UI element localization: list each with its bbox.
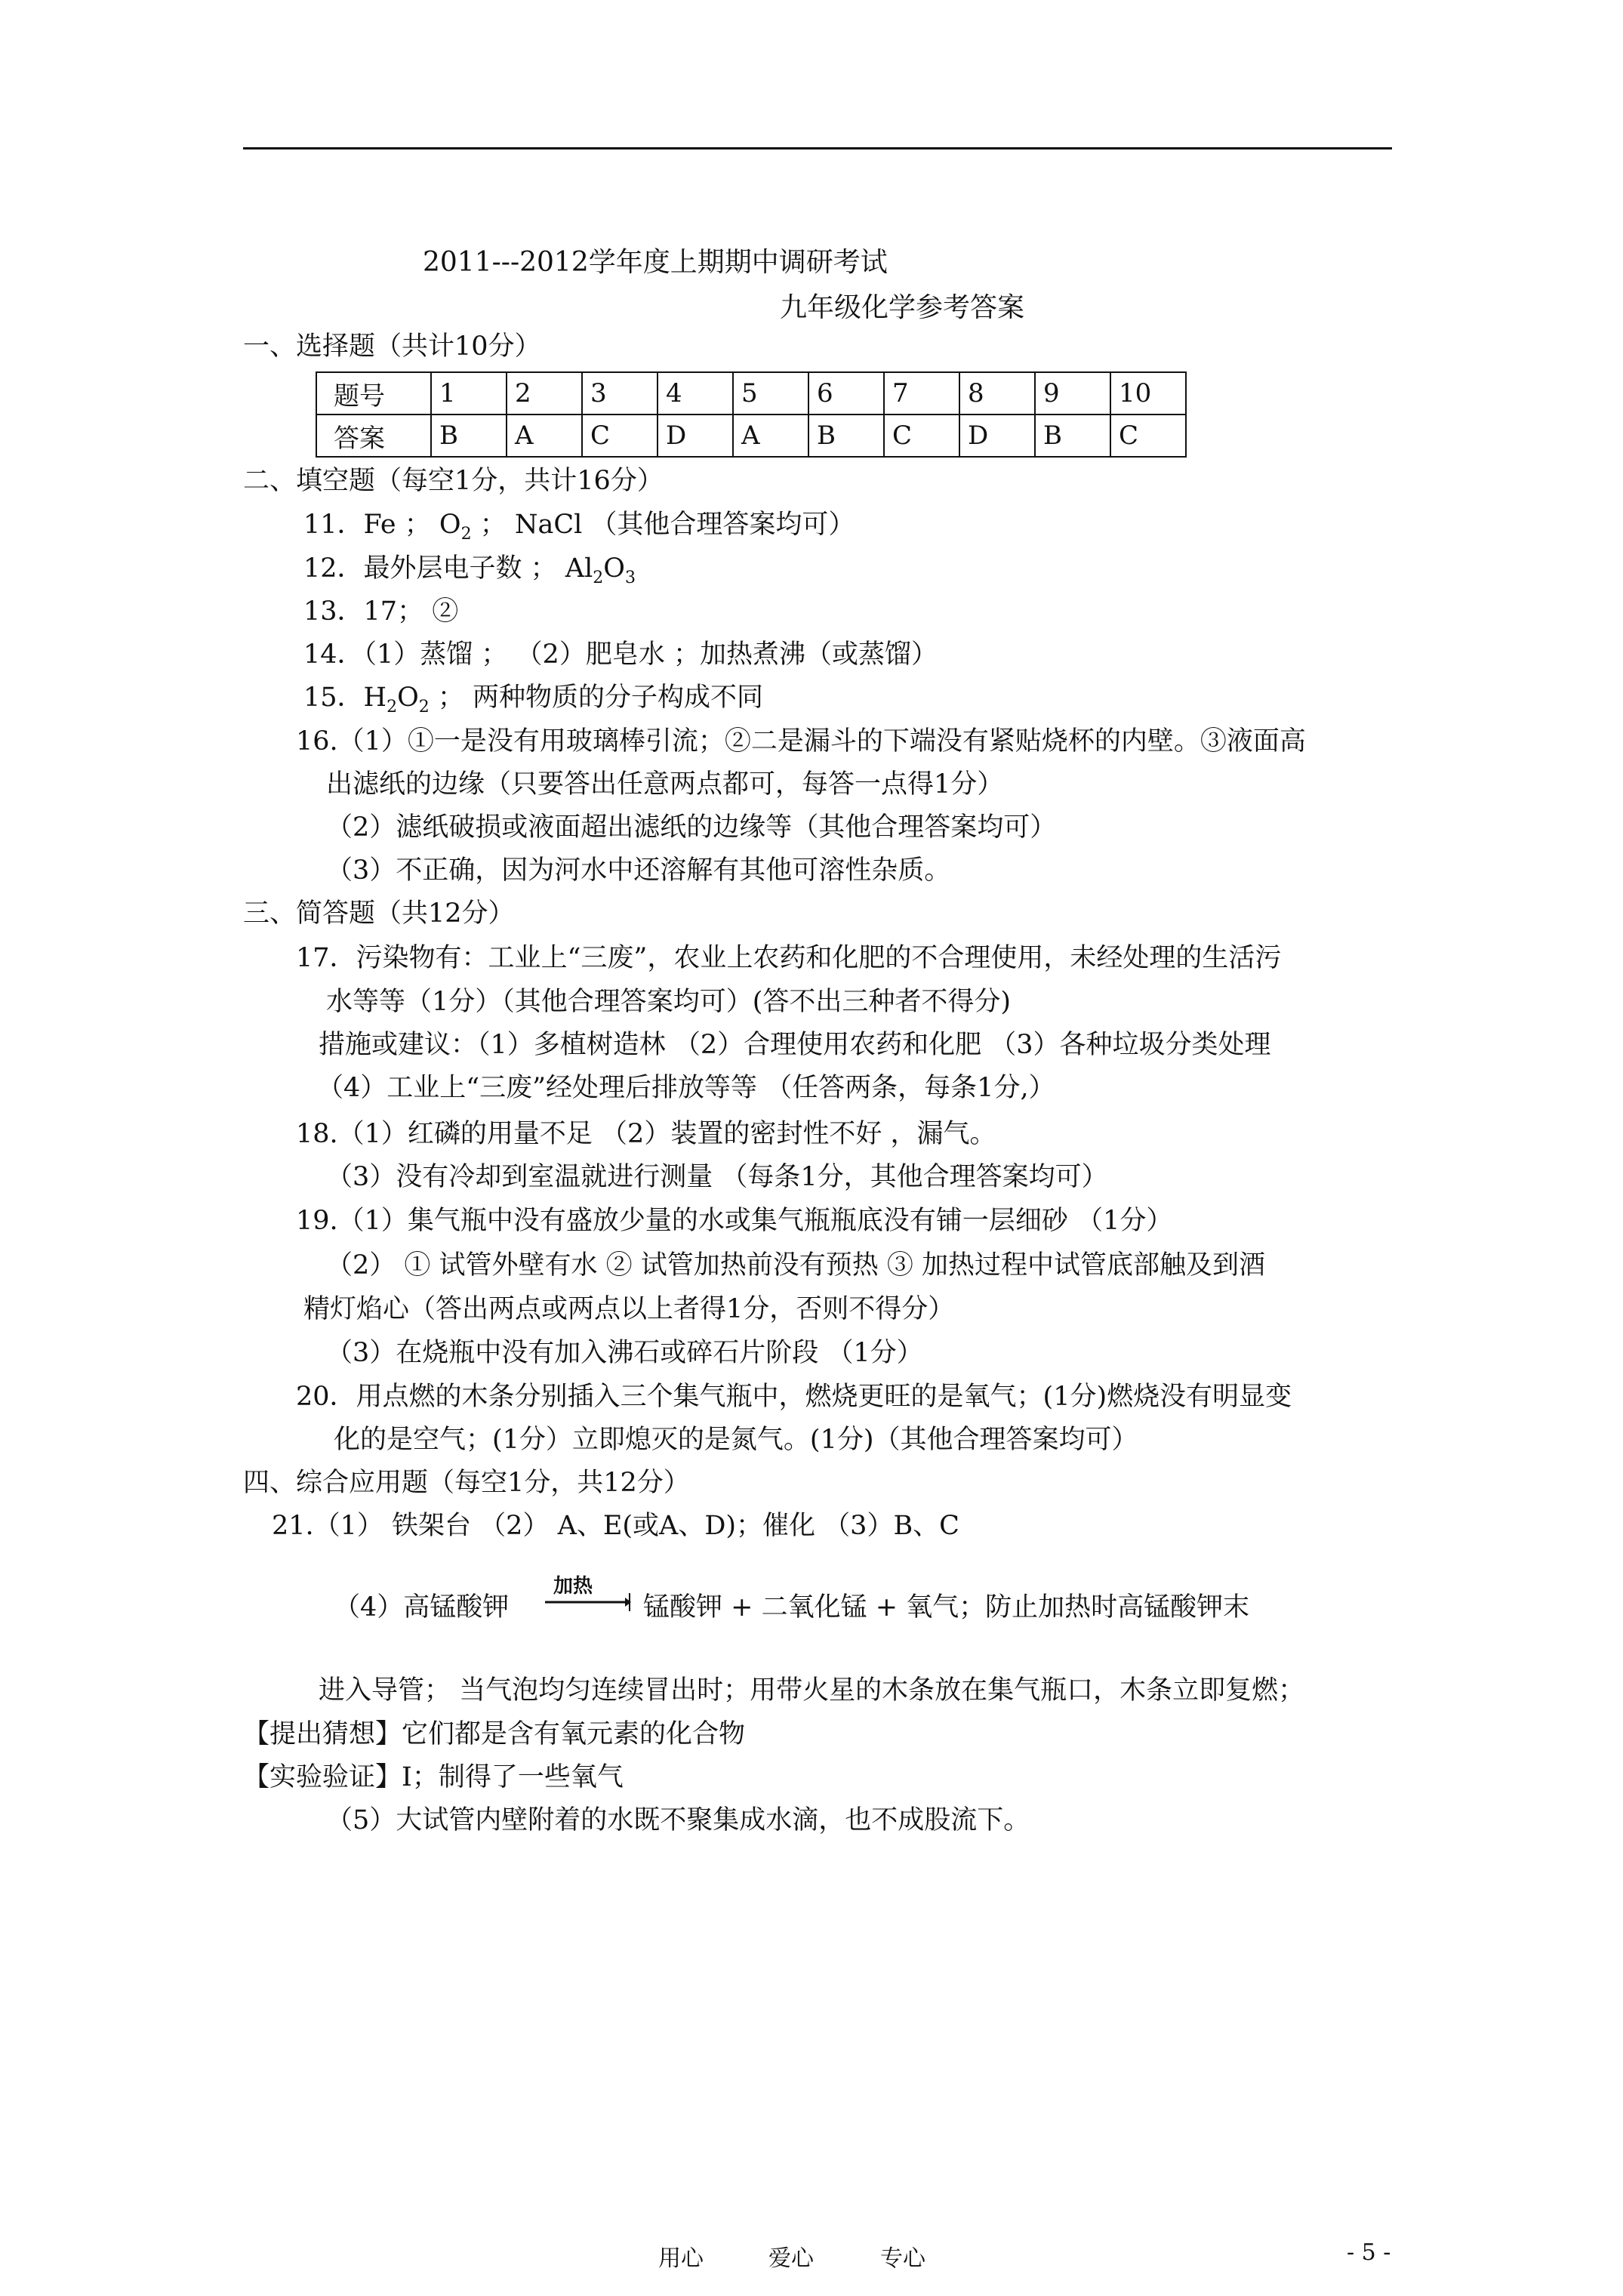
table-cell: 1 [431,372,507,415]
table-cell: B [1035,415,1110,457]
table-cell: C [1110,415,1186,457]
table-cell: 9 [1035,372,1110,415]
header-rule [243,147,1392,149]
answer-q18-line2: （3）没有冷却到室温就进行测量 （每条1分，其他合理答案均可） [326,1162,1108,1192]
q11-text-b: ； NaCl （其他合理答案均可） [471,510,855,540]
table-row-numbers [316,372,1186,415]
q15-text-mid: O [397,683,419,713]
answer-q19-line1: 19.（1）集气瓶中没有盛放少量的水或集气瓶瓶底没有铺一层细砂 （1分） [296,1206,1173,1236]
q12-text-mid: O [603,553,625,584]
answer-q11 [303,512,855,543]
section3-heading: 三、简答题（共12分） [243,898,515,929]
reaction-condition-label: 加热 [553,1575,593,1598]
answer-q21-line6: （5）大试管内壁附着的水既不聚集成水滴，也不成股流下。 [326,1805,1030,1835]
footer-slogan-2: 爱心 [768,2245,814,2272]
answer-q21-hypothesis: 【提出猜想】它们都是含有氧元素的化合物 [243,1719,746,1749]
q11-subscript: 2 [460,525,472,544]
table-cell: 5 [733,372,808,415]
page-number: - 5 - [1347,2239,1391,2266]
q15-subscript-2: 2 [418,698,430,717]
answer-q16-line3: （2）滤纸破损或液面超出滤纸的边缘等（其他合理答案均可） [326,812,1057,843]
answer-q21-line1: 21.（1） 铁架台 （2） A、E(或A、D)；催化 （3）B、C [272,1511,959,1541]
answer-key-title: 九年级化学参考答案 [780,292,1025,323]
table-cell: 10 [1110,372,1186,415]
answer-q16-line1: 16.（1）①一是没有用玻璃棒引流；②二是漏斗的下端没有紧贴烧杯的内壁。③液面高 [296,726,1306,757]
table-cell: 8 [959,372,1035,415]
q12-text-a: 12．最外层电子数 ； Al [303,553,593,584]
table-cell: 7 [884,372,959,415]
q15-subscript-1: 2 [387,698,398,717]
q15-text-a: 15．H [303,683,387,713]
answer-q17-line2: 水等等（1分）（其他合理答案均可）(答不出三种者不得分) [326,987,1012,1017]
row-label-answer: 答案 [316,415,431,457]
q12-subscript-1: 2 [593,569,604,587]
section2-heading: 二、填空题（每空1分，共计16分） [243,466,664,496]
table-cell: 4 [658,372,733,415]
table-cell: 3 [582,372,658,415]
reaction-arrow-icon [544,1573,631,1611]
footer-slogan-3: 专心 [880,2245,925,2272]
answer-q12 [303,553,636,587]
answer-q21-line3: 进入导管； 当气泡均匀连续冒出时；用带火星的木条放在集气瓶口，木条立即复燃； [319,1675,1305,1706]
answer-q20-line1: 20．用点燃的木条分别插入三个集气瓶中，燃烧更旺的是氧气；(1分)燃烧没有明显变 [296,1382,1292,1412]
table-cell: D [959,415,1035,457]
answer-q17-line3: 措施或建议：（1）多植树造林 （2）合理使用农药和化肥 （3）各种垃圾分类处理 [319,1030,1271,1060]
table-cell: C [582,415,658,457]
section4-heading: 四、综合应用题（每空1分，共12分） [243,1468,690,1498]
answer-q19-line3: 精灯焰心（答出两点或两点以上者得1分，否则不得分） [303,1294,955,1324]
exam-title: 2011---2012学年度上期期中调研考试 [423,247,888,278]
answer-q21-verification: 【实验验证】Ⅰ；制得了一些氧气 [243,1762,624,1792]
table-cell: 6 [808,372,884,415]
answer-q15 [303,685,763,716]
footer-slogan-1: 用心 [658,2245,704,2272]
answer-q21-products: 锰酸钾 + 二氧化锰 + 氧气；防止加热时高锰酸钾末 [643,1592,1250,1623]
table-cell: B [431,415,507,457]
answer-q19-line2: （2） ① 试管外壁有水 ② 试管加热前没有预热 ③ 加热过程中试管底部触及到酒 [326,1250,1266,1281]
answer-q16-line2: 出滤纸的边缘（只要答出任意两点都可，每答一点得1分） [326,769,1004,800]
table-cell: B [808,415,884,457]
answer-q21-reactant: （4）高锰酸钾 [334,1592,510,1623]
answer-q13: 13．17； ② [303,596,459,627]
table-cell: A [733,415,808,457]
row-label-number: 题号 [316,372,431,415]
answer-q19-line4: （3）在烧瓶中没有加入沸石或碎石片阶段 （1分） [326,1338,923,1368]
answer-q18-line1: 18.（1）红磷的用量不足 （2）装置的密封性不好 ，漏气。 [296,1119,996,1149]
answer-q17-line4: （4）工业上“三废”经处理后排放等等 （任答两条，每条1分,） [317,1073,1055,1103]
table-cell: D [658,415,733,457]
answer-q16-line4: （3）不正确，因为河水中还溶解有其他可溶性杂质。 [326,855,951,886]
table-row-answers [316,415,1186,457]
answer-q17-line1: 17．污染物有：工业上“三废”，农业上农药和化肥的不合理使用，未经处理的生活污 [296,943,1282,973]
table-cell: A [507,415,582,457]
table-cell: 2 [507,372,582,415]
q15-text-b: ； 两种物质的分子构成不同 [429,683,764,713]
answer-q14: 14．（1）蒸馏 ； （2）肥皂水 ；加热煮沸（或蒸馏） [303,639,938,670]
q11-text-a: 11．Fe ； O [303,510,461,540]
q12-subscript-2: 3 [624,569,636,587]
answer-q20-line2: 化的是空气；(1分）立即熄灭的是氮气。(1分)（其他合理答案均可） [334,1425,1138,1455]
table-cell: C [884,415,959,457]
answer-table [316,371,1187,458]
section1-heading: 一、选择题（共计10分） [243,331,541,362]
